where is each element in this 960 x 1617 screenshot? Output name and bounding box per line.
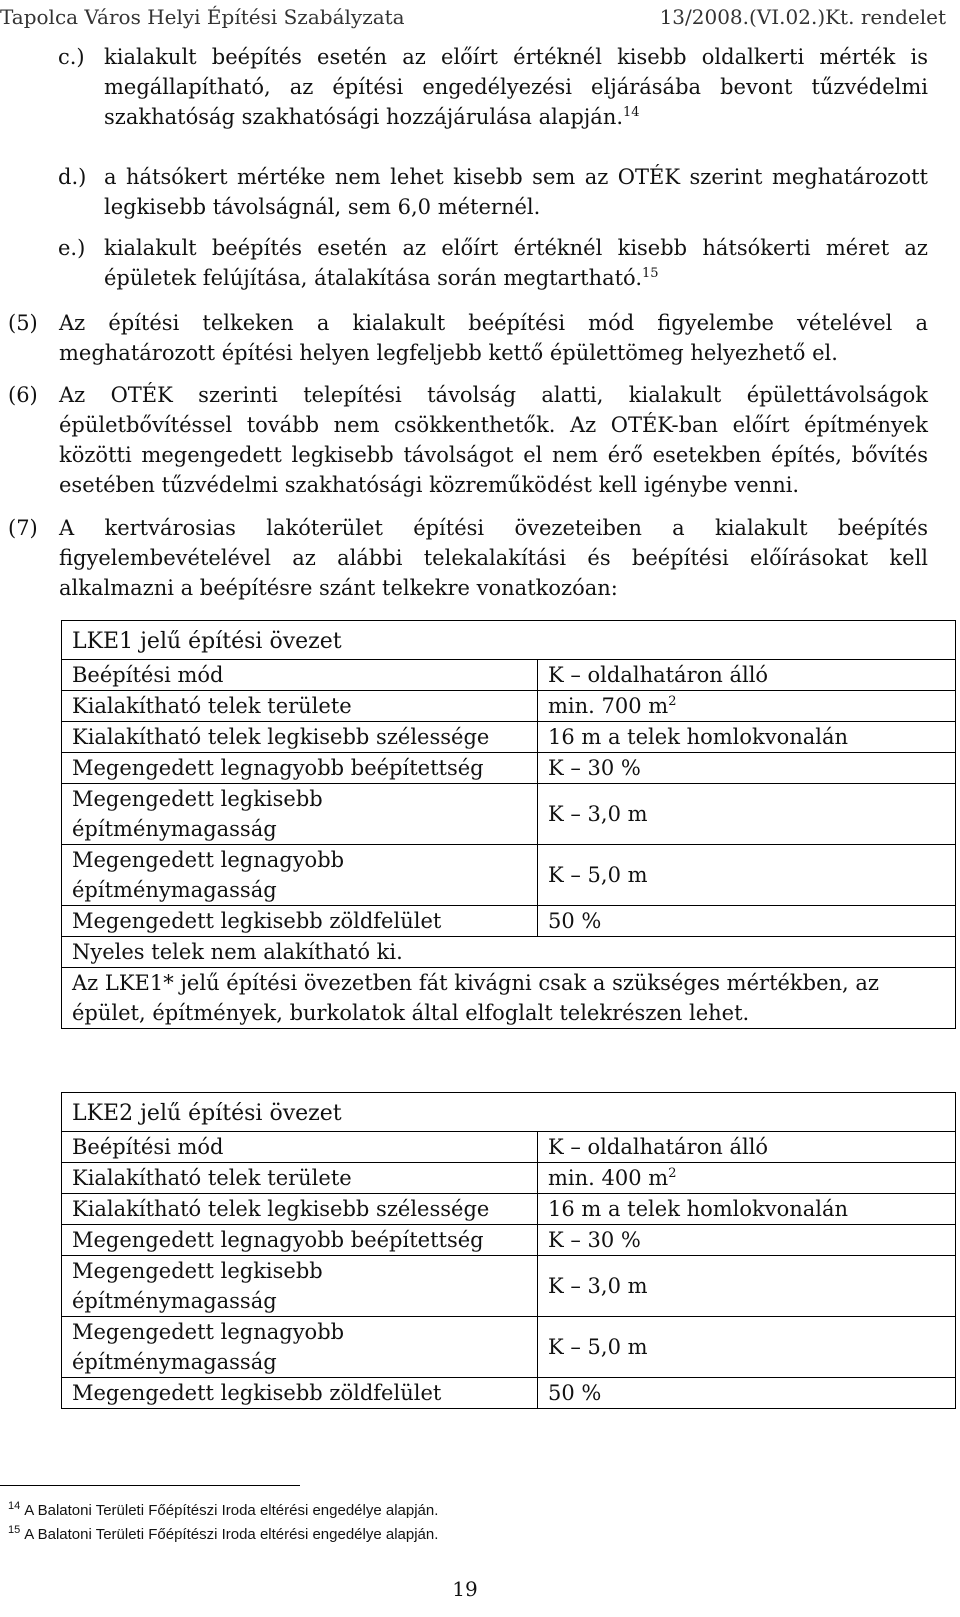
row-value: 50 %: [538, 1378, 956, 1409]
row-label: Megengedett legnagyobb építménymagasság: [62, 845, 538, 906]
lke1-note-tree-felling: Az LKE1* jelű építési övezetben fát kivágni csak a szükséges mértékben, az épület, építmények, burkolatok által elfoglalt telekrészen lehet.: [62, 968, 956, 1029]
table-row: [62, 753, 956, 784]
paragraph-6-label: (6): [8, 383, 38, 407]
table-row: [62, 1194, 956, 1225]
row-label: Kialakítható telek területe: [62, 1163, 538, 1194]
lke2-zone-table: [61, 1092, 956, 1409]
row-value: K – 5,0 m: [538, 845, 956, 906]
table-row: [62, 722, 956, 753]
paragraph-5-label: (5): [8, 311, 38, 335]
lke1-title: LKE1 jelű építési övezet: [62, 621, 956, 660]
row-value: 50 %: [538, 906, 956, 937]
row-value: K – oldalhatáron álló: [538, 660, 956, 691]
row-value: min. 400 $m^2$: [538, 1163, 956, 1194]
page-header: [0, 2, 946, 32]
table-row: [62, 1256, 956, 1317]
row-label: Kialakítható telek területe: [62, 691, 538, 722]
header-decree-number: 13/2008.(VI.02.)Kt. rendelet: [659, 5, 946, 29]
footnote-14: [8, 1496, 438, 1521]
row-value: min. 700 $m^2$: [538, 691, 956, 722]
paragraph-6: [8, 380, 928, 500]
row-value: 16 m a telek homlokvonalán: [538, 722, 956, 753]
item-d-text: a hátsókert mértéke nem lehet kisebb sem az OTÉK szerint meghatározott legkisebb távolságnál, sem 6,0 méternél.: [104, 165, 928, 219]
item-d-label: d.): [58, 165, 87, 189]
row-value: K – 5,0 m: [538, 1317, 956, 1378]
item-c-label: c.): [58, 45, 85, 69]
row-label: Megengedett legkisebb zöldfelület: [62, 1378, 538, 1409]
row-label: Beépítési mód: [62, 1132, 538, 1163]
footnote-number: 14: [8, 1500, 21, 1512]
footnote-15: [8, 1520, 438, 1545]
item-c: [58, 42, 928, 132]
footnote-ref-15[interactable]: 15: [642, 266, 659, 281]
table-row: [62, 1132, 956, 1163]
row-label: Megengedett legkisebb építménymagasság: [62, 1256, 538, 1317]
table-row: [62, 1317, 956, 1378]
paragraph-7: [8, 513, 928, 603]
footnote-text: A Balatoni Területi Főépítészi Iroda eltérési engedélye alapján.: [24, 1502, 439, 1519]
item-c-text: kialakult beépítés esetén az előírt értéknél kisebb oldalkerti mérték is megállapítható, az építési engedélyezési eljárásába bevont tűzvédelmi szakhatóság szakhatósági hozzájárulása alapján.: [104, 45, 928, 129]
paragraph-7-label: (7): [8, 516, 38, 540]
row-value: K – 30 %: [538, 753, 956, 784]
lke1-zone-table: [61, 620, 956, 1029]
row-value: K – 3,0 m: [538, 784, 956, 845]
table-row: [62, 691, 956, 722]
footnote-text: A Balatoni Területi Főépítészi Iroda eltérési engedélye alapján.: [24, 1526, 439, 1543]
paragraph-6-text: Az OTÉK szerinti telepítési távolság alatti, kialakult épülettávolságok épületbővítéssel tovább nem csökkenthetők. Az OTÉK-ban előírt építmények közötti megengedett legkisebb távolságot el nem érő esetekben építés, bővítés esetében tűzvédelmi szakhatósági közreműködést kell igénybe venni.: [59, 383, 928, 497]
table-row: [62, 1225, 956, 1256]
table-row: [62, 845, 956, 906]
item-e: [58, 233, 928, 293]
table-row: [62, 660, 956, 691]
paragraph-5: [8, 308, 928, 368]
row-label: Megengedett legkisebb építménymagasság: [62, 784, 538, 845]
footnote-ref-14[interactable]: 14: [623, 105, 640, 120]
lke1-code: LKE1: [72, 629, 134, 654]
paragraph-7-text: A kertvárosias lakóterület építési övezeteiben a kialakult beépítés figyelembevételével az alábbi telekalakítási és beépítési előírásokat kell alkalmazni a beépítésre szánt telkekre vonatkozóan:: [59, 516, 928, 600]
paragraph-5-text: Az építési telkeken a kialakult beépítési mód figyelembe vételével a meghatározott építési helyen legfeljebb kettő épülettömeg helyezhető el.: [59, 311, 928, 365]
row-label: Kialakítható telek legkisebb szélessége: [62, 1194, 538, 1225]
table-row: [62, 1163, 956, 1194]
row-value: K – 30 %: [538, 1225, 956, 1256]
header-title: Tapolca Város Helyi Építési Szabályzata: [0, 5, 405, 29]
lke2-code: LKE2: [72, 1101, 134, 1126]
row-value: K – 3,0 m: [538, 1256, 956, 1317]
item-e-text: kialakult beépítés esetén az előírt értéknél kisebb hátsókerti méret az épületek felújítása, átalakítása során megtartható.: [104, 236, 928, 290]
footnote-number: 15: [8, 1524, 21, 1536]
item-e-label: e.): [58, 236, 86, 260]
page-number: 19: [452, 1577, 478, 1601]
row-label: Megengedett legnagyobb beépítettség: [62, 1225, 538, 1256]
table-row: [62, 906, 956, 937]
row-label: Megengedett legkisebb zöldfelület: [62, 906, 538, 937]
lke2-title: LKE2 jelű építési övezet: [62, 1093, 956, 1132]
item-d: [58, 162, 928, 222]
row-value: 16 m a telek homlokvonalán: [538, 1194, 956, 1225]
footnote-divider: [0, 1485, 300, 1486]
row-label: Beépítési mód: [62, 660, 538, 691]
row-label: Kialakítható telek legkisebb szélessége: [62, 722, 538, 753]
row-label: Megengedett legnagyobb építménymagasság: [62, 1317, 538, 1378]
lke1-note-flag-lot: Nyeles telek nem alakítható ki.: [62, 937, 956, 968]
table-row: [62, 1378, 956, 1409]
row-label: Megengedett legnagyobb beépítettség: [62, 753, 538, 784]
table-row: [62, 784, 956, 845]
row-value: K – oldalhatáron álló: [538, 1132, 956, 1163]
